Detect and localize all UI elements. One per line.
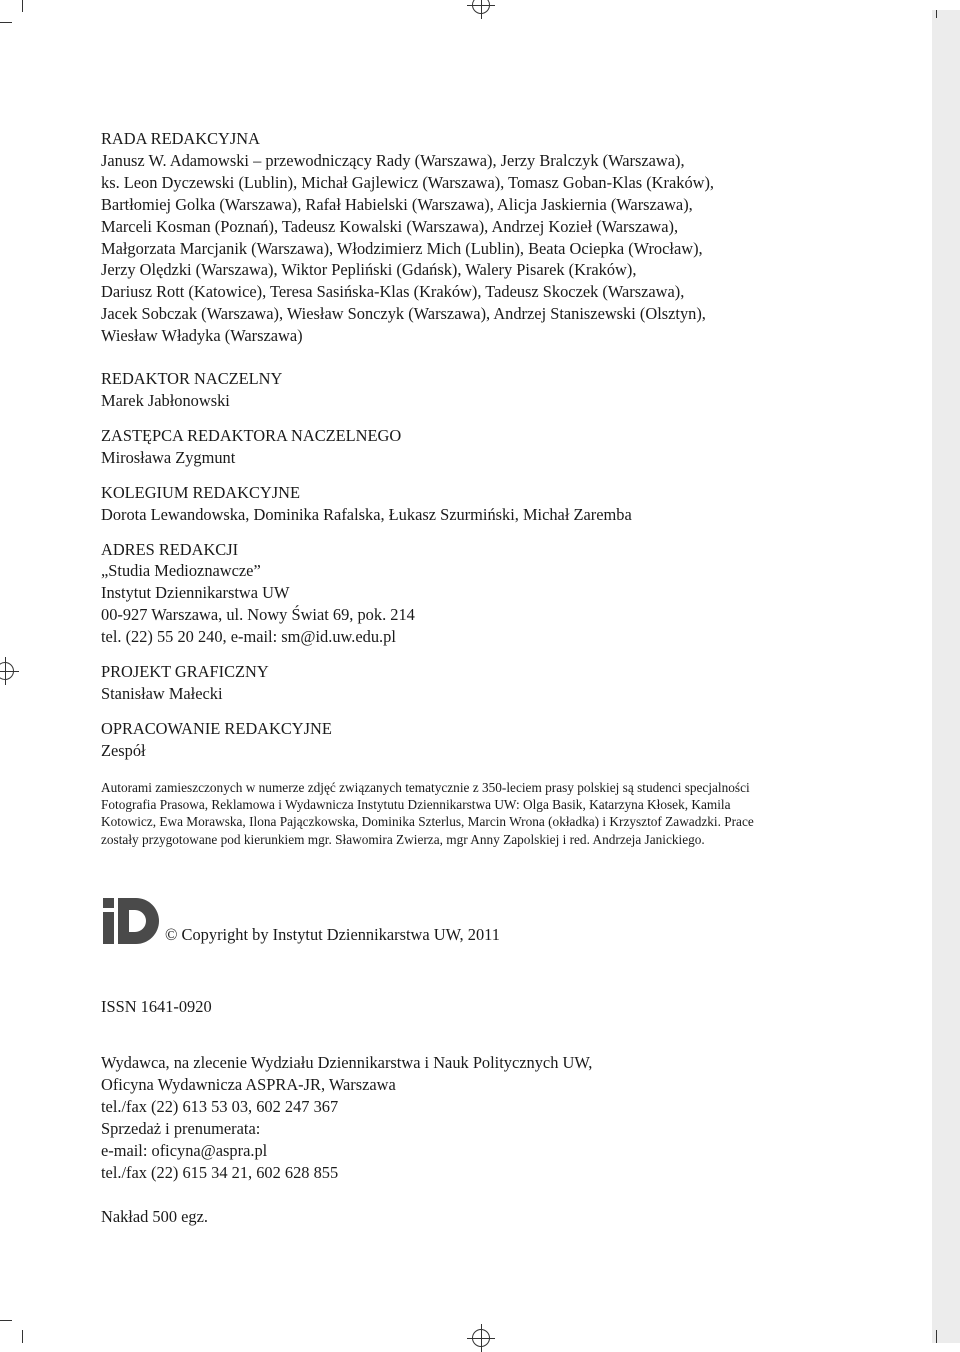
crop-mark-bottom-right-v xyxy=(936,1330,937,1343)
editorial-college-names: Dorota Lewandowska, Dominika Rafalska, Łukasz Szurmiński, Michał Zaremba xyxy=(101,504,632,524)
editorial-board-line: Bartłomiej Golka (Warszawa), Rafał Habielski (Warszawa), Alicja Jaskiernia (Warszawa), xyxy=(101,194,693,214)
publisher-line: e-mail: oficyna@aspra.pl xyxy=(101,1140,268,1160)
editorial-address-heading: ADRES REDAKCJI xyxy=(101,539,239,559)
editorial-board-heading: RADA REDAKCYJNA xyxy=(101,129,260,148)
institute-name: Instytut Dziennikarstwa UW xyxy=(101,583,290,603)
publisher-line: Oficyna Wydawnicza ASPRA-JR, Warszawa xyxy=(101,1075,396,1095)
editorial-board-line: Jacek Sobczak (Warszawa), Wiesław Sonczyk (Warszawa), Andrzej Staniszewski (Olsztyn), xyxy=(101,304,706,324)
copyright-text: © Copyright by Instytut Dziennikarstwa UW, 2011 xyxy=(165,925,500,945)
editorial-college-section xyxy=(101,482,861,526)
editor-in-chief-heading: REDAKTOR NACZELNY xyxy=(101,369,283,389)
publisher-line: tel./fax (22) 613 53 03, 602 247 367 xyxy=(101,1097,339,1116)
photo-credits-line: Fotografia Prasowa, Reklamowa i Wydawnicza Instytutu Dziennikarstwa UW: Olga Basik, Katarzyna Kłosek, Kamila xyxy=(101,797,731,813)
publisher-line: tel./fax (22) 615 34 21, 602 628 855 xyxy=(101,1162,339,1182)
journal-title: „Studia Medioznawcze” xyxy=(101,561,261,581)
registration-mark-bottom xyxy=(472,1329,490,1347)
graphic-designer-name: Stanisław Małecki xyxy=(101,683,223,703)
editorial-board-line: Janusz W. Adamowski – przewodniczący Rady (Warszawa), Jerzy Bralczyk (Warszawa), xyxy=(101,150,685,170)
editorial-board-line: Małgorzata Marcjanik (Warszawa), Włodzimierz Mich (Lublin), Beata Ociepka (Wrocław), xyxy=(101,238,703,258)
editorial-board-line: Jerzy Olędzki (Warszawa), Wiktor Pepliński (Gdańsk), Walery Pisarek (Kraków), xyxy=(101,260,637,280)
editorial-college-heading: KOLEGIUM REDAKCYJNE xyxy=(101,482,300,502)
contact-line: tel. (22) 55 20 240, e-mail: sm@id.uw.edu.pl xyxy=(101,627,396,647)
copyright-row xyxy=(101,898,861,954)
photo-credits-line: zostały przygotowane pod kierunkiem mgr. Sławomira Zwierza, mgr Anny Zapolskiej i red. Andrzeja Janickiego. xyxy=(101,831,705,847)
crop-mark-bottom-left xyxy=(0,1320,12,1321)
editorial-address-section xyxy=(101,539,861,649)
photo-credits-line: Autorami zamieszczonych w numerze zdjęć związanych tematycznie z 350-leciem prasy polskiej są studenci specjalności xyxy=(101,779,750,795)
issn: ISSN 1641-0920 xyxy=(101,997,212,1017)
deputy-editor-section xyxy=(101,425,861,469)
publisher-line: Sprzedaż i prenumerata: xyxy=(101,1118,261,1138)
crop-mark-top-left xyxy=(0,22,12,23)
editorial-board-line: ks. Leon Dyczewski (Lublin), Michał Gajlewicz (Warszawa), Tomasz Goban-Klas (Kraków), xyxy=(101,172,715,192)
editorial-processing-name: Zespół xyxy=(101,740,146,760)
registration-mark-left xyxy=(0,662,14,680)
editorial-processing-heading: OPRACOWANIE REDAKCYJNE xyxy=(101,718,332,738)
photo-credits-note xyxy=(101,779,861,849)
registration-mark-top xyxy=(472,0,490,14)
deputy-editor-heading: ZASTĘPCA REDAKTORA NACZELNEGO xyxy=(101,425,402,445)
editor-in-chief-name: Marek Jabłonowski xyxy=(101,390,230,410)
publisher-section xyxy=(101,1052,861,1183)
crop-mark-top-left-v xyxy=(22,0,23,12)
editorial-board-line: Dariusz Rott (Katowice), Teresa Sasińska-Klas (Kraków), Tadeusz Skoczek (Warszawa), xyxy=(101,282,685,302)
editorial-processing-section xyxy=(101,718,861,762)
graphic-design-heading: PROJEKT GRAFICZNY xyxy=(101,662,269,682)
street-address: 00-927 Warszawa, ul. Nowy Świat 69, pok. 214 xyxy=(101,605,415,625)
colophon-content xyxy=(101,128,861,1228)
crop-mark-top-right xyxy=(936,10,937,18)
editorial-board-line: Wiesław Władyka (Warszawa) xyxy=(101,326,303,346)
right-margin-strip xyxy=(932,10,960,1343)
photo-credits-line: Kotowicz, Ewa Morawska, Ilona Pajączkowska, Dominika Szterlus, Marcin Wrona (okładka) i Krzysztof Zawadzki. Prace xyxy=(101,814,754,830)
editorial-board-section xyxy=(101,128,861,347)
print-run: Nakład 500 egz. xyxy=(101,1206,208,1226)
publisher-line: Wydawca, na zlecenie Wydziału Dziennikarstwa i Nauk Politycznych UW, xyxy=(101,1053,593,1073)
editor-in-chief-section xyxy=(101,368,861,412)
crop-mark-bottom-left-v xyxy=(22,1330,23,1343)
deputy-editor-name: Mirosława Zygmunt xyxy=(101,447,236,467)
id-logo-icon xyxy=(103,898,159,944)
graphic-design-section xyxy=(101,661,861,705)
editorial-board-line: Marceli Kosman (Poznań), Tadeusz Kowalski (Warszawa), Andrzej Kozieł (Warszawa), xyxy=(101,216,679,236)
